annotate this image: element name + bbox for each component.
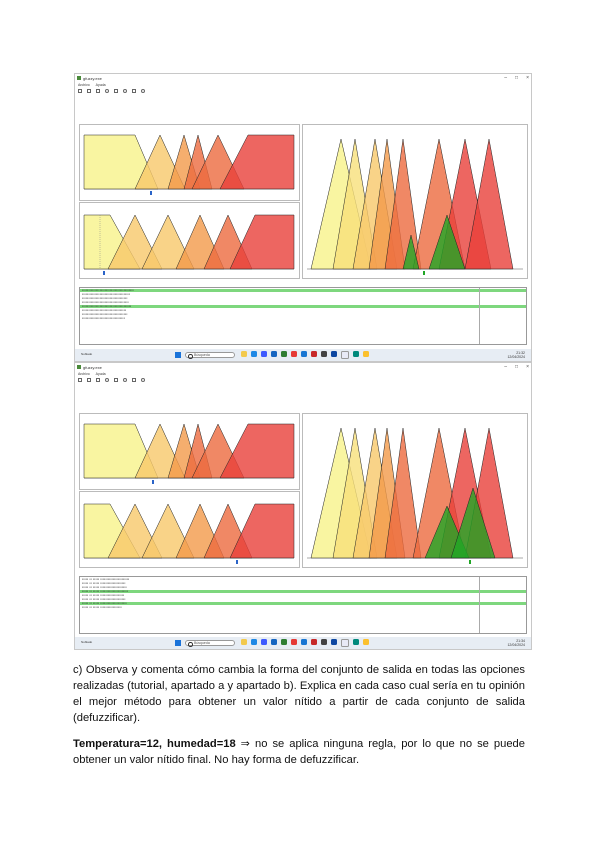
input-panel-temperature: [79, 124, 300, 201]
settings-icon[interactable]: [114, 89, 118, 93]
app-icon[interactable]: [311, 639, 317, 645]
window-titlebar: [75, 363, 531, 371]
window-titlebar: [75, 74, 531, 82]
membership-plot-humidity: [80, 492, 299, 567]
toolbar: [75, 376, 531, 384]
question-paragraph: c) Observa y comenta cómo cambia la forma del conjunto de salida en todas las opciones realizadas (tutorial, apartado a y apartado b). Explica en cada caso cual sería en tu opinión el mejor método para obtener un valor nítido a partir de cada conjunto de salida (defuzzificar).: [73, 664, 525, 724]
membership-plot-temperature: [80, 414, 299, 489]
rule-row[interactable]: ▪▪▪▪▪▪▪▪▪▪▪▪▪▪▪▪▪▪▪▪▪▪▪▪▪▪▪▪▪▪▪▪▪▪▪▪▪▪: [82, 292, 131, 296]
minimize-button[interactable]: –: [504, 364, 508, 370]
input-panel-humidity: [79, 491, 300, 568]
maximize-button[interactable]: □: [515, 75, 519, 81]
rule-row[interactable]: ▪▪▪▪▪ ▪▪ ▪▪▪▪▪ ▪▪▪▪▪▪▪▪▪▪▪▪▪▪▪▪▪: [82, 605, 122, 609]
taskbar: [75, 637, 531, 649]
menu-item-ayuda[interactable]: Ayuda: [95, 82, 106, 87]
new-file-icon[interactable]: [78, 89, 82, 93]
rule-row[interactable]: ▪▪▪▪▪ ▪▪ ▪▪▪▪▪ ▪▪▪▪▪▪▪▪▪▪▪▪▪▪▪▪▪▪▪▪: [82, 581, 126, 585]
app-icon[interactable]: [353, 639, 359, 645]
app-icon[interactable]: [321, 351, 327, 357]
rule-row[interactable]: ▪▪▪▪▪▪▪▪▪▪▪▪▪▪▪▪▪▪▪▪▪▪▪▪▪▪▪▪▪▪▪▪▪▪▪▪▪: [82, 300, 129, 304]
chart-icon[interactable]: [132, 378, 136, 382]
taskbar-clock[interactable]: [507, 639, 525, 647]
weather-widget[interactable]: Nublado: [81, 352, 93, 357]
rule-row[interactable]: ▪▪▪▪▪▪▪▪▪▪▪▪▪▪▪▪▪▪▪▪▪▪▪▪▪▪▪▪▪▪▪▪▪▪▪▪▪▪▪: [80, 305, 526, 308]
zoom-icon[interactable]: [105, 89, 109, 93]
taskbar-search-input[interactable]: Búsqueda: [185, 640, 235, 646]
rules-list[interactable]: [79, 287, 527, 345]
run-icon[interactable]: [123, 378, 127, 382]
taskbar-apps: [241, 639, 369, 647]
vscode-icon[interactable]: [301, 639, 307, 645]
new-file-icon[interactable]: [78, 378, 82, 382]
maximize-button[interactable]: □: [515, 364, 519, 370]
window-controls: [504, 75, 529, 81]
membership-plot-humidity: [80, 203, 299, 278]
run-icon[interactable]: [123, 89, 127, 93]
taskbar-apps: [241, 351, 369, 359]
mail-icon[interactable]: [271, 639, 277, 645]
rule-row[interactable]: ▪▪▪▪▪▪▪▪▪▪▪▪▪▪▪▪▪▪▪▪▪▪▪▪▪▪▪▪▪▪▪▪▪▪▪: [82, 308, 127, 312]
open-file-icon[interactable]: [87, 378, 91, 382]
minimize-button[interactable]: –: [504, 75, 508, 81]
app-icon[interactable]: [321, 639, 327, 645]
zoom-icon[interactable]: [105, 378, 109, 382]
input-panel-humidity: [79, 202, 300, 279]
chart-icon[interactable]: [132, 89, 136, 93]
app-icon: [77, 365, 81, 369]
app-icon: [77, 76, 81, 80]
app-icon[interactable]: [331, 639, 337, 645]
answer-paragraph: [73, 736, 525, 768]
menu-item-archivo[interactable]: Archivo: [78, 82, 90, 87]
explorer-icon[interactable]: [241, 639, 247, 645]
help-icon[interactable]: [141, 378, 145, 382]
edge-icon[interactable]: [251, 639, 257, 645]
output-set-plot: [303, 125, 527, 278]
toolbar: [75, 87, 531, 95]
app-icon[interactable]: [363, 351, 369, 357]
close-button[interactable]: ×: [526, 75, 529, 81]
rule-weight-column: [479, 577, 520, 633]
output-panel: [302, 413, 528, 568]
output-set-plot: [303, 414, 527, 567]
mail-icon[interactable]: [271, 351, 277, 357]
app-icon[interactable]: [363, 639, 369, 645]
save-icon[interactable]: [96, 89, 100, 93]
rule-row[interactable]: ▪▪▪▪▪ ▪▪ ▪▪▪▪▪ ▪▪▪▪▪▪▪▪▪▪▪▪▪▪▪▪▪▪▪▪▪: [80, 602, 526, 605]
vscode-icon[interactable]: [301, 351, 307, 357]
answer-condition: Temperatura=12, humedad=18: [73, 738, 236, 750]
store-icon[interactable]: [261, 351, 267, 357]
whatsapp-icon[interactable]: [281, 351, 287, 357]
menu-item-archivo[interactable]: Archivo: [78, 371, 90, 376]
rules-list[interactable]: [79, 576, 527, 634]
input-panel-temperature: [79, 413, 300, 490]
rule-row[interactable]: ▪▪▪▪▪▪▪▪▪▪▪▪▪▪▪▪▪▪▪▪▪▪▪▪▪▪▪▪▪▪▪▪▪▪▪▪: [82, 296, 128, 300]
screenshot-1: [74, 73, 532, 362]
implies-symbol: ⇒: [235, 738, 256, 750]
taskbar-clock[interactable]: [507, 351, 525, 359]
chrome-icon[interactable]: [291, 639, 297, 645]
clock-time: 21:34: [516, 639, 525, 643]
chrome-icon[interactable]: [291, 351, 297, 357]
clock-time: 21:32: [516, 351, 525, 355]
rule-row[interactable]: ▪▪▪▪▪▪▪▪▪▪▪▪▪▪▪▪▪▪▪▪▪▪▪▪▪▪▪▪▪▪▪▪▪▪▪▪▪▪▪▪▪: [80, 289, 526, 292]
app-icon[interactable]: [311, 351, 317, 357]
open-file-icon[interactable]: [87, 89, 91, 93]
rule-row[interactable]: ▪▪▪▪▪▪▪▪▪▪▪▪▪▪▪▪▪▪▪▪▪▪▪▪▪▪▪▪▪▪▪▪▪▪: [82, 316, 125, 320]
app-icon[interactable]: [341, 351, 349, 359]
taskbar: [75, 349, 531, 361]
rule-row[interactable]: ▪▪▪▪▪ ▪▪ ▪▪▪▪▪ ▪▪▪▪▪▪▪▪▪▪▪▪▪▪▪▪▪▪▪▪▪: [82, 585, 127, 589]
clock-date: 12/04/2024: [507, 355, 525, 359]
answer-text: no se aplica ninguna regla, por lo que no se puede obtener un valor nítido final. No hay forma de defuzzificar.: [73, 738, 525, 766]
rule-row[interactable]: ▪▪▪▪▪ ▪▪ ▪▪▪▪▪ ▪▪▪▪▪▪▪▪▪▪▪▪▪▪▪▪▪▪▪: [82, 593, 125, 597]
clock-date: 12/04/2024: [507, 643, 525, 647]
window-title: gfuzzy.exe: [83, 75, 102, 81]
output-panel: [302, 124, 528, 279]
windows-start-icon[interactable]: [175, 352, 181, 358]
close-button[interactable]: ×: [526, 364, 529, 370]
edge-icon[interactable]: [251, 351, 257, 357]
whatsapp-icon[interactable]: [281, 639, 287, 645]
windows-start-icon[interactable]: [175, 640, 181, 646]
save-icon[interactable]: [96, 378, 100, 382]
explorer-icon[interactable]: [241, 351, 247, 357]
settings-icon[interactable]: [114, 378, 118, 382]
membership-plot-temperature: [80, 125, 299, 200]
window-controls: [504, 364, 529, 370]
window-title: gfuzzy.exe: [83, 364, 102, 370]
screenshot-2: [74, 362, 532, 650]
store-icon[interactable]: [261, 639, 267, 645]
menu-item-ayuda[interactable]: Ayuda: [95, 371, 106, 376]
rule-row[interactable]: ▪▪▪▪▪▪▪▪▪▪▪▪▪▪▪▪▪▪▪▪▪▪▪▪▪▪▪▪▪▪▪▪▪▪▪▪: [82, 312, 128, 316]
app-icon[interactable]: [341, 639, 349, 647]
rule-row[interactable]: ▪▪▪▪▪ ▪▪ ▪▪▪▪▪ ▪▪▪▪▪▪▪▪▪▪▪▪▪▪▪▪▪▪▪▪▪▪▪: [82, 577, 130, 581]
app-icon[interactable]: [331, 351, 337, 357]
app-icon[interactable]: [353, 351, 359, 357]
rule-row[interactable]: ▪▪▪▪▪ ▪▪ ▪▪▪▪▪ ▪▪▪▪▪▪▪▪▪▪▪▪▪▪▪▪▪▪▪▪: [82, 597, 126, 601]
help-icon[interactable]: [141, 89, 145, 93]
taskbar-search-input[interactable]: Búsqueda: [185, 352, 235, 358]
weather-widget[interactable]: Nublado: [81, 640, 93, 645]
rule-row[interactable]: ▪▪▪▪▪ ▪▪ ▪▪▪▪▪ ▪▪▪▪▪▪▪▪▪▪▪▪▪▪▪▪▪▪▪▪▪▪: [80, 590, 526, 593]
rule-weight-column: [479, 288, 520, 344]
